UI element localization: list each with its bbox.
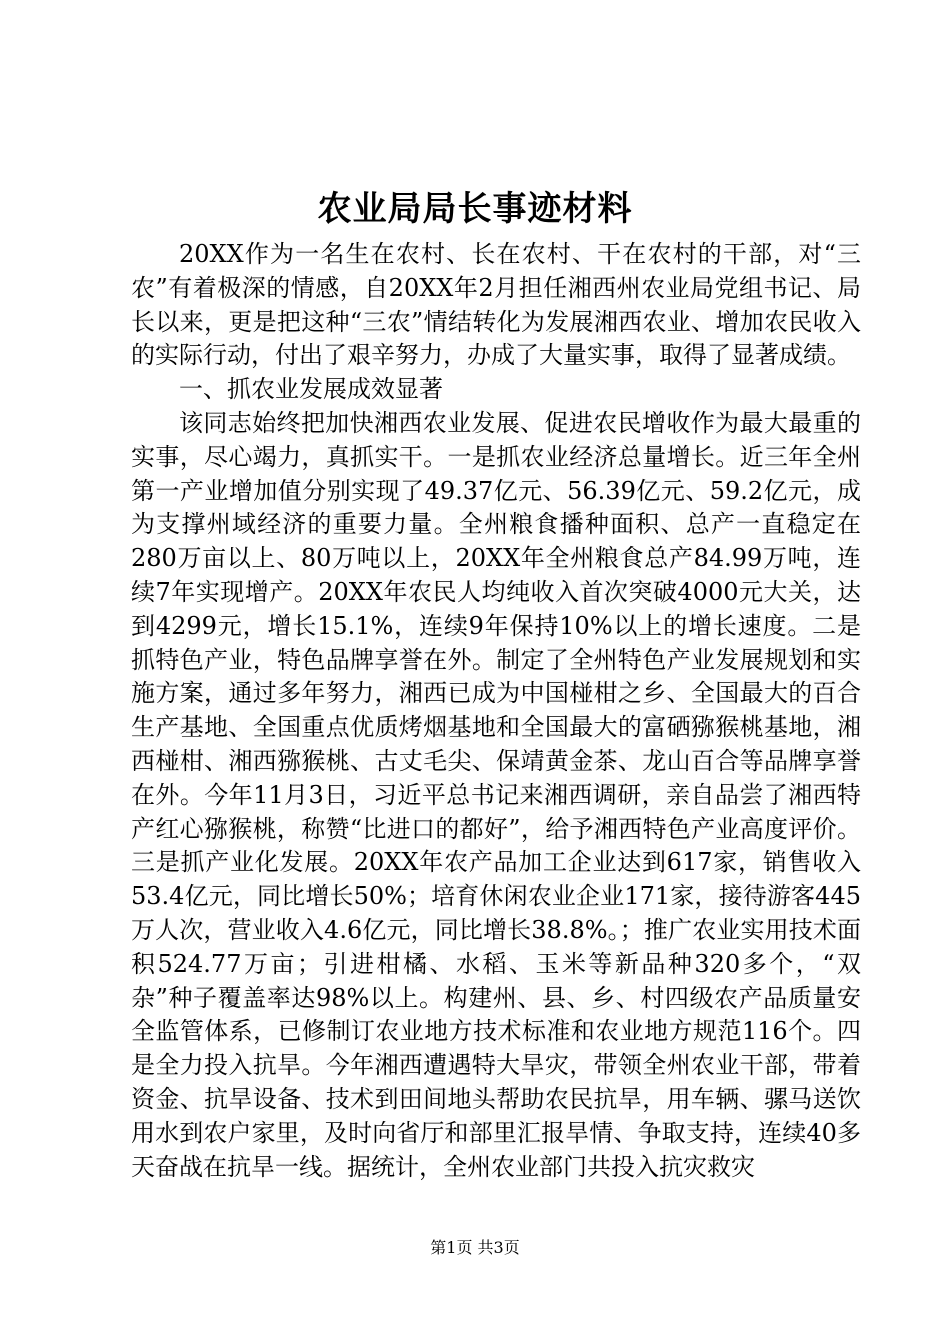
paragraph-intro: 20XX作为一名生在农村、长在农村、干在农村的干部，对“三农”有着极深的情感，自20XX年2月担任湘西州农业局党组书记、局长以来，更是把这种“三农”情结转化为发展湘西农业、增加农民收入的实际行动，付出了艰辛努力，办成了大量实事，取得了显著成绩。: [131, 240, 861, 370]
page-number-footer: 第1页 共3页: [430, 1238, 520, 1257]
document-body: [131, 238, 861, 1184]
section-heading: 一、抓农业发展成效显著: [179, 375, 443, 404]
document-title: 农业局局长事迹材料: [317, 189, 633, 229]
paragraph-achievements: 该同志始终把加快湘西农业发展、促进农民增收作为最大最重的实事，尽心竭力，真抓实干。一是抓农业经济总量增长。近三年全州第一产业增加值分别实现了49.37亿元、56.39亿元、59.2亿元，成为支撑州域经济的重要力量。全州粮食播种面积、总产一直稳定在280万亩以上、80万吨以上，20XX年全州粮食总产84.99万吨，连续7年实现增产。20XX年农民人均纯收入首次突破4000元大关，达到4299元，增长15.1%，连续9年保持10%以上的增长速度。二是抓特色产业，特色品牌享誉在外。制定了全州特色产业发展规划和实施方案，通过多年努力，湘西已成为中国椪柑之乡、全国最大的百合生产基地、全国重点优质烤烟基地和全国最大的富硒猕猴桃基地，湘西椪柑、湘西猕猴桃、古丈毛尖、保靖黄金茶、龙山百合等品牌享誉在外。今年11月3日，习近平总书记来湘西调研，亲自品尝了湘西特产红心猕猴桃，称赞“比进口的都好”，给予湘西特色产业高度评价。三是抓产业化发展。20XX年农产品加工企业达到617家，销售收入53.4亿元，同比增长50%；培育休闲农业企业171家，接待游客445万人次，营业收入4.6亿元，同比增长38.8%。；推广农业实用技术面积524.77万亩；引进柑橘、水稻、玉米等新品种320多个，“双杂”种子覆盖率达98%以上。构建州、县、乡、村四级农产品质量安全监管体系，已修制订农业地方技术标准和农业地方规范116个。四是全力投入抗旱。今年湘西遭遇特大旱灾，带领全州农业干部，带着资金、抗旱设备、技术到田间地头帮助农民抗旱，用车辆、骡马送饮用水到农户家里，及时向省厅和部里汇报旱情、争取支持，连续40多天奋战在抗旱一线。据统计，全州农业部门共投入抗灾救灾: [131, 408, 861, 1181]
